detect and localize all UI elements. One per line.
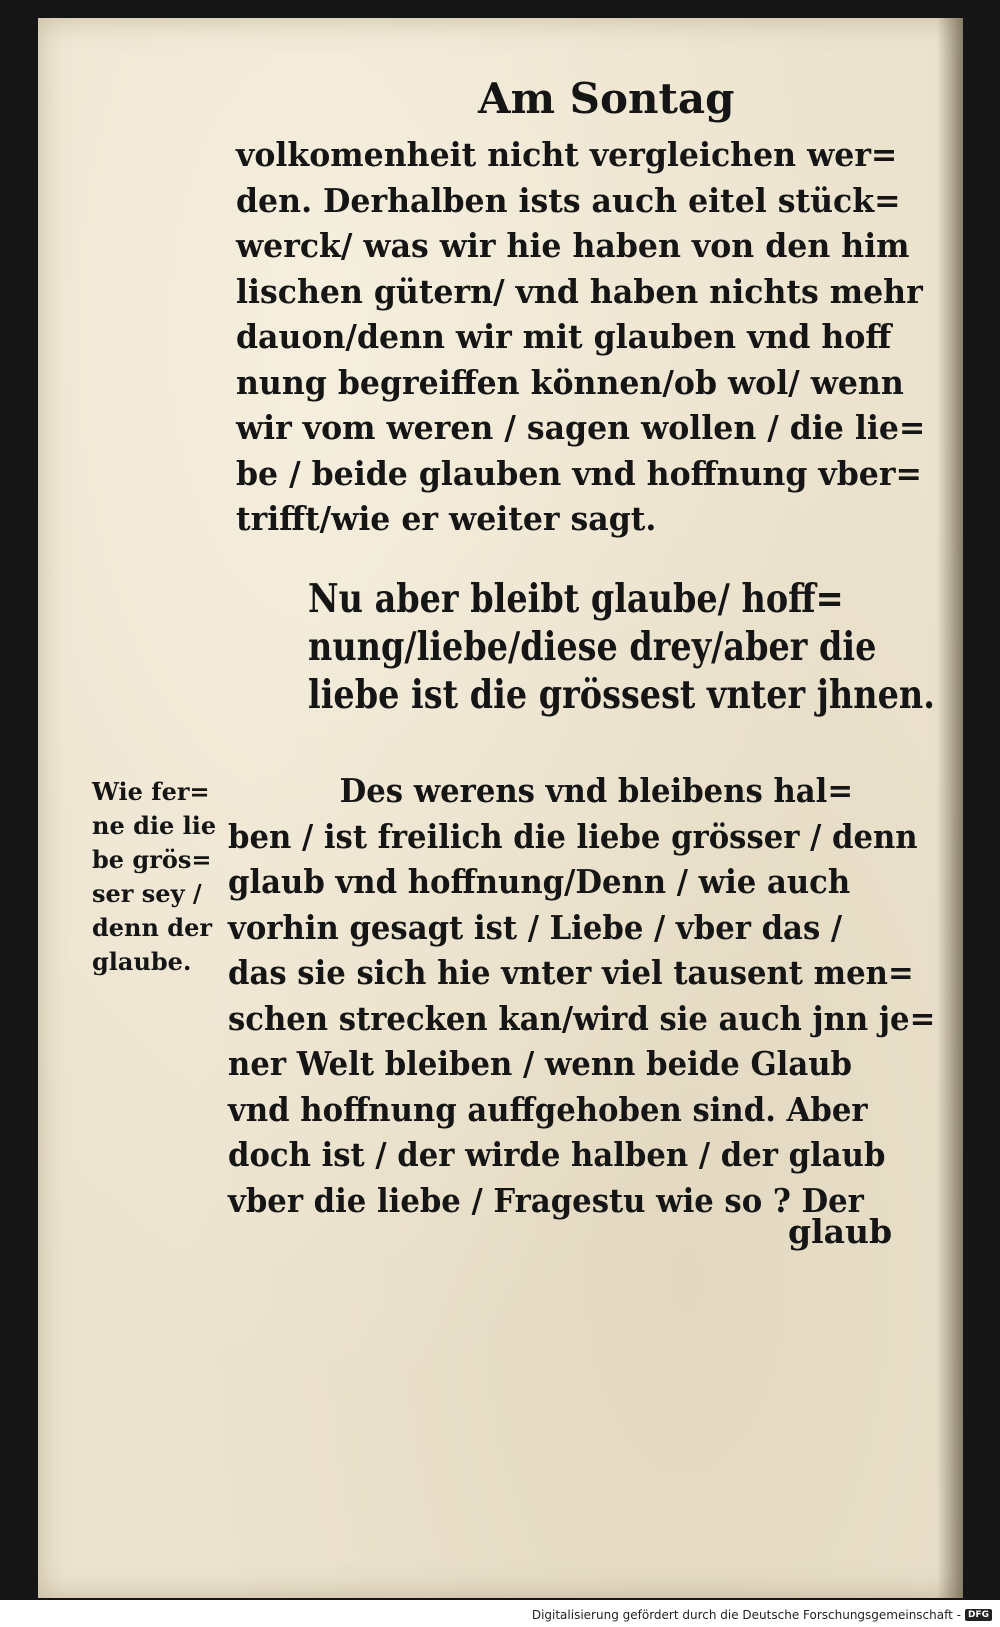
text-line: das sie sich hie vnter viel tausent men=: [228, 953, 914, 992]
text-line: nung begreiffen können/ob wol/ wenn: [236, 362, 904, 402]
margin-line: ser sey /: [92, 879, 202, 908]
text-line: vber die liebe / Fragestu wie so ? Der: [228, 1180, 864, 1220]
text-line: ner Welt bleiben / wenn beide Glaub: [228, 1044, 852, 1083]
verse-line: Nu aber bleibt glaube/ hoff=: [308, 576, 844, 622]
text-line: werck/ was wir hie haben von den him: [236, 226, 910, 265]
dfg-logo: DFG: [965, 1609, 992, 1621]
text-line: vorhin gesagt ist / Liebe / vber das /: [228, 907, 843, 947]
body-text-bottom: [228, 768, 935, 1223]
text-line: Des werens vnd bleibens hal=: [339, 771, 854, 810]
text-line: be / beide glauben vnd hoffnung vber=: [236, 453, 922, 493]
catchword: glaub: [788, 1212, 893, 1251]
bible-verse-quote: [308, 575, 935, 719]
page-gutter-shadow: [937, 18, 963, 1598]
verse-line: liebe ist die grössest vnter jhnen.: [308, 672, 935, 718]
funding-credit: Digitalisierung gefördert durch die Deutsche Forschungsgemeinschaft -: [531, 1608, 961, 1622]
text-line: schen strecken kan/wird sie auch jnn je=: [228, 998, 936, 1038]
text-line: volkomenheit nicht vergleichen wer=: [236, 135, 898, 174]
text-line: den. Derhalben ists auch eitel stück=: [236, 180, 901, 220]
margin-line: ne die lie: [92, 811, 217, 840]
body-text-top: [236, 132, 925, 542]
marginal-note: [92, 775, 216, 979]
verse-line: nung/liebe/diese drey/aber die: [308, 624, 877, 670]
margin-line: Wie fer=: [92, 777, 210, 806]
text-line: dauon/denn wir mit glauben vnd hoff: [236, 317, 892, 356]
text-line: trifft/wie er weiter sagt.: [236, 499, 657, 538]
digitization-footer: [532, 1605, 992, 1625]
margin-line: glaube.: [92, 947, 192, 976]
text-line: ben / ist freilich die liebe grösser / denn: [228, 816, 918, 856]
text-line: wir vom weren / sagen wollen / die lie=: [236, 408, 926, 447]
text-line: vnd hoffnung auffgehoben sind. Aber: [228, 1089, 868, 1129]
text-line: glaub vnd hoffnung/Denn / wie auch: [228, 862, 851, 901]
running-header: Am Sontag: [478, 74, 735, 123]
text-line: doch ist / der wirde halben / der glaub: [228, 1135, 886, 1174]
margin-line: denn der: [92, 913, 212, 942]
margin-line: be grös=: [92, 845, 212, 874]
text-line: lischen gütern/ vnd haben nichts mehr: [236, 271, 923, 311]
